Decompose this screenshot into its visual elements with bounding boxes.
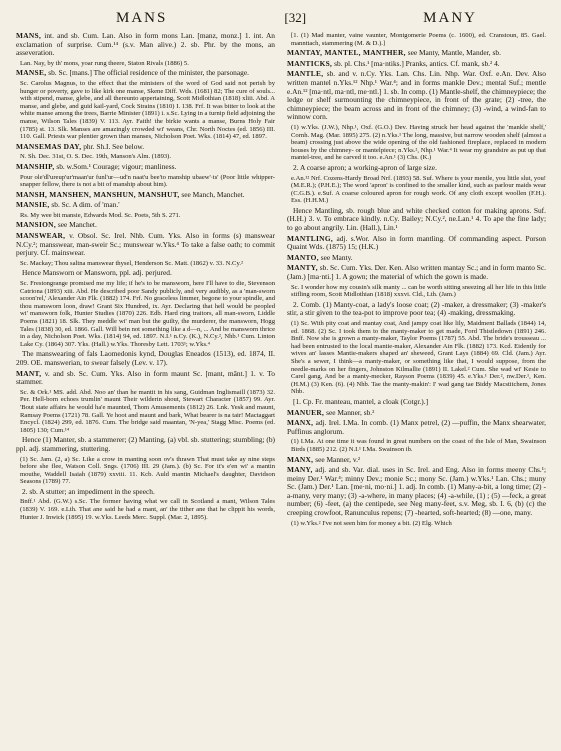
citation-block xyxy=(20,60,275,68)
dictionary-entry xyxy=(287,70,546,122)
entry-text: (1) w.Yks. (J.W.), Nhp.¹, Oxf. (G.O.) Dev. Having struck her head against the 'mankle shelf,' Cornh. Mag. (Mar. 1895) 275. (2) n.Yks.¹ The long, massive, but narrow wooden shelf (almost a beam) crossing just above the wide opening of the old fashioned fireplace, replaced in modern houses by the chimney- or mantelpiece; n.Yks.², Nhp.¹ War.⁴ It wear my grandsire as put up that mantel-tree, and he carved it too. e.An.¹ (3) Chs. (K.) xyxy=(291,123,546,162)
headword: MANX, xyxy=(287,418,314,428)
entry-text: see Manchet. xyxy=(57,220,97,230)
dictionary-entry xyxy=(287,264,546,281)
entry-text: see Manner, sb.² xyxy=(326,407,375,417)
running-header xyxy=(16,10,547,32)
entry-text: sb. pl. Chs.¹ [ma·ntiks.] Pranks, antics. Cf. mank, sb.² 4. xyxy=(334,58,500,68)
entry-text: (1) Sc. With pity coat and mantay coat, And jampy coat like lily, Maidment Ballads (1844) 14, ed. 1868. (2) Sc. I took them to the manty-maker to get made, Ford Thistledown (1891) 246. Bnff. Now she is grown a manty-maker, Taylor Poems (1787) 55. Abd. The bride's trousseau ... had been entrusted to the local mantie-maker, Alexander Ain Flk. (1882) 173. Kcd. Eidently for wives an' lasses Mantie-makers shaped an' sheweed, Grant Lays (1884) 69. Cld. (Jam.) Ayr. She's a sewer, I think—a manty-maker, or something like that, I would suppose, from the needle-marks on her fingers, Johnston Kilmallie (1891) II. Lakel.² Cum. She wad wi' Kesie to Carel gang, And be a manty-mecker, Rayson Poems (1839) 45. e.Yks.¹ Der.², nw.Der.¹, Ken. (H.M.) (3) Ken. (6). (4) Nhb. Tae the manty-makin': I' wad gang tae Biddy Macstitchem, Jones Nhb. xyxy=(291,320,546,396)
entry-text: see Manty, Mantle, Mander, sb. xyxy=(407,48,501,58)
headword: MANTLING, xyxy=(287,233,334,243)
entry-text: sb. and v. n.Cy. Yks. Lan. Chs. Lin. Nhp. War. Oxf. e.An. Dev. Also written mantel n.Yks.¹² Nhp.¹ War.⁴; and in forms mankle Dev.; mental Suf.; mentle e.An.¹² [ma·ntl, ma·ntl, me·ntl.] 1. sb. In comp. (1) Mantle-shelf, the chimneypiece; the ledge or shelf surmounting the chimneypiece, in front of the grate; (2) -tree, the chimneypiece; the beam across and in front of the chimney; (3) -wind, a wind-fan to winnow corn. xyxy=(287,69,546,122)
dictionary-entry xyxy=(287,254,546,263)
entry-text: N. Sh. Dec. 31st, O. S. Dec. 19th, Manson's Alm. (1893). xyxy=(20,153,172,161)
entry-continuation xyxy=(16,488,275,497)
citation-block xyxy=(20,212,275,220)
entry-text: Sc. Carolus Magnus, to the effect that the ministers of the word of God said not perish by hunger or poverty, gave to like kirk one manse, Skene Diff. Wds. (1681) 82; The cure of souls... with stipend, manse, glebe, and all thereunto appertaining, Scott Midlothian (1818) xliii. Abd. A manse, and glebe, and guid kail-yard, Cock Strains (1810) I. 138. Frf. It was bitter to look at the white manse among the trees, Barrie Minister (1891) i. s.Sc. Lying in a turnip field adjoining the manse, Wilson Tales (1839) V. 113. Ayr. Faith! the birkie wants a manse, Burns Holy Fair (1785) st. 13. Slk. Manses are amazingly crowded wi' weans, Chr. North Noctes (ed. 1856) III. 110. Gall. Priests war plentier grown than manses, Nicholson Poet. Wks. (1814) 47, ed. 1897. xyxy=(20,79,275,141)
entry-text: 2. A coarse apron; a working-apron of large size. xyxy=(293,162,437,172)
entry-text: adj. Irel. I.Ma. In comb. (1) Manx petrel, (2) —puffin, the Manx shearwater, Puffinus anglorum. xyxy=(287,418,546,436)
dictionary-entry xyxy=(287,235,546,252)
page-number: [32] xyxy=(284,10,307,25)
entry-text: Sc. I wonder how my cousin's silk manty ... can be worth sitting sneezing all her life in this little stifling room, Scott Midlothian (1818) xxxvi. Cld., Lth. (Jam.) xyxy=(291,283,546,299)
dictionary-entry xyxy=(16,69,275,78)
entry-text: [1. Cp. Fr. manteau, mantel, a cloak (Cotgr.).] xyxy=(293,396,429,406)
citation-block xyxy=(20,80,275,141)
entry-continuation xyxy=(287,301,546,318)
entry-text: Pour ole'dl'ureup'ur'maan'ur funl'ur—ud'n naat'u bee'to manship ubaew'·ts' (Poor little whipper-snapper fellow, there is not a bit of manship about him). xyxy=(20,173,275,189)
header-right-word: MANY xyxy=(423,10,477,26)
citation-block xyxy=(20,389,275,435)
entry-text: v. Obsol. Sc. Irel. Nhb. Cum. Yks. Also in forms (s) manswear N.Cy.²; mansswear, man-sweir Sc.; munswear w.Yks.⁴ To take a false oath; to commit perjury. Cf. mainswear. xyxy=(16,231,275,258)
headword: MANSHIP, xyxy=(16,161,55,171)
dictionary-entry xyxy=(287,466,546,518)
entry-text: Lan. Nay, by th' mons, yoar rung theere, Staton Rivals (1886) 5. xyxy=(20,59,189,67)
headword: MANT, xyxy=(16,368,42,378)
entry-text: phr. Sh.I. See below. xyxy=(83,141,145,151)
headword: MANTY, xyxy=(287,263,318,273)
entry-text: int. and sb. Cum. Lan. Also in form mons Lan. [manz, monz.] 1. int. An exclamation of surprise. Cum.¹⁴ (s.v. Man alive.) 2. sb. Phr. by the mons, an asseveration. xyxy=(16,32,275,58)
entry-continuation xyxy=(16,436,275,453)
entry-text: 2. sb. A stutter; an impediment in the speech. xyxy=(22,486,155,496)
entry-text: Rs. My wee bit mansie, Edwards Mod. Sc. Poets, 5th S. 271. xyxy=(20,211,181,219)
header-left-word: MANS xyxy=(116,10,168,26)
entry-continuation xyxy=(16,269,275,278)
citation-block xyxy=(20,456,275,486)
dictionary-entry xyxy=(287,409,546,418)
citation-block xyxy=(20,498,275,521)
citation-block xyxy=(291,284,546,299)
citation-block xyxy=(291,175,546,205)
dictionary-entry xyxy=(287,456,546,465)
entry-continuation xyxy=(287,207,546,233)
headword: MANY, xyxy=(287,465,313,475)
headword: MANSION, xyxy=(16,220,56,230)
citation-block xyxy=(20,280,275,348)
entry-text: Hence (1) Manter, sb. a stammerer; (2) Manting, (a) vbl. sb. stuttering; stumbling; (b) ppl. adj. stammering, stuttering. xyxy=(16,435,275,453)
headword: MANTLE, xyxy=(287,69,324,79)
dictionary-entry xyxy=(16,201,275,210)
entry-continuation xyxy=(287,398,546,407)
dictionary-entry xyxy=(287,60,546,69)
entry-text: see Manty. xyxy=(320,252,353,262)
dictionary-entry xyxy=(16,163,275,172)
entry-text: e.An.¹² Nrf. Cozens-Hardy Broad Nrf. (1893) 58. Suf. Where is your mentle, you little slut, you! (M.E.R.); (P.H.E.); The word 'apron' is confined to the smaller kind, such as parlour maids wear (C.G.B.). e.Suf. A coarse coloured apron for rough work. Of any cloth except woollen (F.H.). Ess. (H.H.M.) xyxy=(291,174,546,205)
entry-text: (1) I.Ma. At one time it was found in great numbers on the coast of the Isle of Man, Swainson Birds (1885) 212. (2) N.I.¹ I.Ma. Swainson ib. xyxy=(291,438,546,453)
entry-text: Sc. Frestongrange promised me my life; if he's to be mansworn, here I'll have to die, Stevenson Catriona (1893) xiii. Abd. He described poor Sandy publicly, and very audibly, as a 'man-sworn scoon'rel,' Alexander Ain Flk. (1882) 174. Frf. No graceless limmer, begone to your spindle, and thou mansworn loon, draw! Grant Six Hundred, ix. Ayr. Declaring that hell would be peopled wi' mansworn folk, Hunter Studies (1870) 226. Edb. Hard ring traitors, all man-sworn, Liddle Poems (1821) 18. Slk. They meddle wi' man but the guilty, the murderer, the mansworn, Hogg Tales (1838) 30, ed. 1866. Gall. Will bein not something like a d—n, ... And be mansworn thrice in a day, Nicholson Poet. Wks. (1814) 94, ed. 1897. N.I.¹ n.Cy. (K.), N.Cy.², Nhb.¹ Cum. Linton Lake Cy. (1864) 307. Yks. (Hall.) w.Yks. Thoresby Lett. 1703¹; w.Yks.⁴ xyxy=(20,280,275,348)
entry-text: [1. (1) Mad manter, vaine vaunter, Montgomerie Poems (c. 1600), ed. Cranstoun, 85. Gael. mannttach, stammering (M. & D.).] xyxy=(291,32,546,47)
dictionary-entry xyxy=(287,419,546,436)
entry-text: 2. Comb. (1) Manty-coat, a lady's loose coat; (2) -maker, a dressmaker; (3) -maker's stir, a stir given to the tea-pot to improve poor tea; (4) -making, dressmaking. xyxy=(287,299,546,318)
citation-block xyxy=(20,260,275,268)
headword: MANSE, xyxy=(16,68,47,78)
entry-text: Hence Mantling, sb. rough blue and white checked cotton for making aprons. Suf. (H.H.) 3. v. To embrace kindly. n.Cy. Bailey; N.Cy.², ne.Lan.¹ 4. To ape the fine lady; to go about angrily. Lin. (Hall.), Lin.¹ xyxy=(287,205,546,233)
dictionary-entry xyxy=(16,232,275,258)
headword: MANX, xyxy=(287,454,314,464)
left-column xyxy=(16,32,275,747)
entry-text: sb. Sc. A dim. of 'man.' xyxy=(51,200,120,210)
right-column xyxy=(287,32,546,747)
headword: MANTAY, MANTEL, MANTHER, xyxy=(287,48,406,58)
dictionary-entry xyxy=(16,32,275,58)
entry-text: Sc. & Ork.¹ MS. add. Abd. Noo an' than he mantit in his sang, Guidman Inglismaill (1873) 32. Per. Hell-born echoes trumlin' maunt Their wilderin shout, Stewart Character (1857) 99. Ayr. 'Bout state affairs he would ha'e maunted, Thom Amusements (1812) 26. Lnk. Yesk and maunt, Ramsay Poems (1721) 78. Gall. Ye hoot and maunt and bark, What bearer is na tair! Mactaggart Encycl. (1824) 299, ed. 1876. Cum. The bridge said maantan, 'N-yea,' Stagg Misc. Poems (ed. 1805) 130; Cum.¹⁴ xyxy=(20,388,275,434)
entry-text: Hence Mansworn or Mansworn, ppl. adj. perjured. xyxy=(22,268,172,278)
entry-text: sb. Sc. [mans.] The official residence of the minister, the parsonage. xyxy=(48,68,249,78)
entry-text: sb. Sc. Cum. Yks. Der. Ken. Also written mantay Sc.; and in form manto Sc. (Jam.) [ma·nti.] 1. A gown; the material of which the gown is made. xyxy=(287,263,546,282)
entry-text: sb. w.Som.¹ Courage; vigour; manliness. xyxy=(56,161,177,171)
citation-block xyxy=(291,320,546,396)
entry-text: see Manch, Manchet. xyxy=(181,189,245,199)
headword: MANSIE, xyxy=(16,200,50,210)
dictionary-entry xyxy=(16,370,275,387)
entry-text: Bnff.¹ Abd. (G.W.) s.Sc. The former having what we call in Scotland a mant, Wilson Tales (1839) V. 169. e.Lth. That ane said he had a mant, an' the tither ane that he clippit his words, Hunter J. Inwick (1895) 19. w.Yks. Leeds Merc. Suppl. (Mar. 2, 1895). xyxy=(20,498,275,521)
headword: MANUER, xyxy=(287,407,325,417)
entry-text: (1) Sc. Jam. (2, a) Sc. Like a crow in manting soon ov's thrawn That must take ay nine steps before she flee, Watson Coll. Sngs. (1706) III. 29 (Jam.). (b) Sc. For it's e'en wi' a mantin mouthe, Waddell Isaiah (1879) xxviii. 11. Kcb. Auld mantin Michael's daughter, Davidson Seasons (1789) 77. xyxy=(20,455,275,486)
citation-block xyxy=(291,438,546,453)
headword: MANS, xyxy=(16,32,42,40)
headword: MANSWEAR, xyxy=(16,231,66,241)
entry-text: v. and sb. Sc. Cum. Yks. Also in form maunt Sc. [mant, mānt.] 1. v. To stammer. xyxy=(16,368,275,387)
entry-text: adj. and sb. Var. dial. uses in Sc. Irel. and Eng. Also in forms meeny Chs.¹; meiny Der.¹ War.⁴; minny Dev.; monie Sc.; mony Sc. (Jam.) w.Yks.¹ Lan. Chs.; muny Sc. (Jam.) Der.¹ Lan. [me·ni, mo·ni.] 1. adj. In comb. (1) Many-a-bit, a long time; (2) -a-many, very many; (3) -a-where, in many places; (4) -a-while, (1) ; (5) —feck, a great number; (6) -feet, (a) the centipede, see Neg many-feet, s.v. Meg, sb. I. 6, (b) (c) the creeping crowfoot, Ranunculus repens; (7) -hearted, soft-hearted; (8) —one, many. xyxy=(287,465,546,518)
dictionary-entry xyxy=(16,221,275,230)
entry-continuation xyxy=(16,350,275,367)
dictionary-entry xyxy=(16,143,275,152)
headword: MANTO, xyxy=(287,252,319,262)
citation-block xyxy=(20,153,275,161)
dictionary-entry xyxy=(16,191,275,200)
entry-continuation xyxy=(287,164,546,173)
citation-block xyxy=(291,520,546,528)
entry-text: see Manner, v.² xyxy=(315,454,361,464)
citation-block xyxy=(291,124,546,162)
entry-text: The manswearing of fals Laomedonis kynd, Douglas Eneados (1513), ed. 1874, II. 209. OE. manswerian, to swear falsely (Lev. v. 17). xyxy=(16,349,275,367)
headword: MANSH, MANSHEN, MANSHUN, MANSHUT, xyxy=(16,189,180,199)
headword: MANSEMAS DAY, xyxy=(16,141,82,151)
entry-text: (1) w.Yks.² I've not seen him for money a bit. (2) Elg. Which xyxy=(291,519,452,527)
entry-text: adj. s.Wor. Also in form mantling. Of commanding aspect. Porson Quaint Wds. (1875) 15; (H.K.) xyxy=(287,233,546,252)
citation-block xyxy=(291,32,546,47)
headword: MANTICKS, xyxy=(287,58,333,68)
citation-block xyxy=(20,174,275,189)
entry-text: Sc. Mackay; Thou saltna manswear thysel, Henderson Sc. Matt. (1862) v. 33. N.Cy.² xyxy=(20,259,243,267)
dictionary-entry xyxy=(287,49,546,58)
